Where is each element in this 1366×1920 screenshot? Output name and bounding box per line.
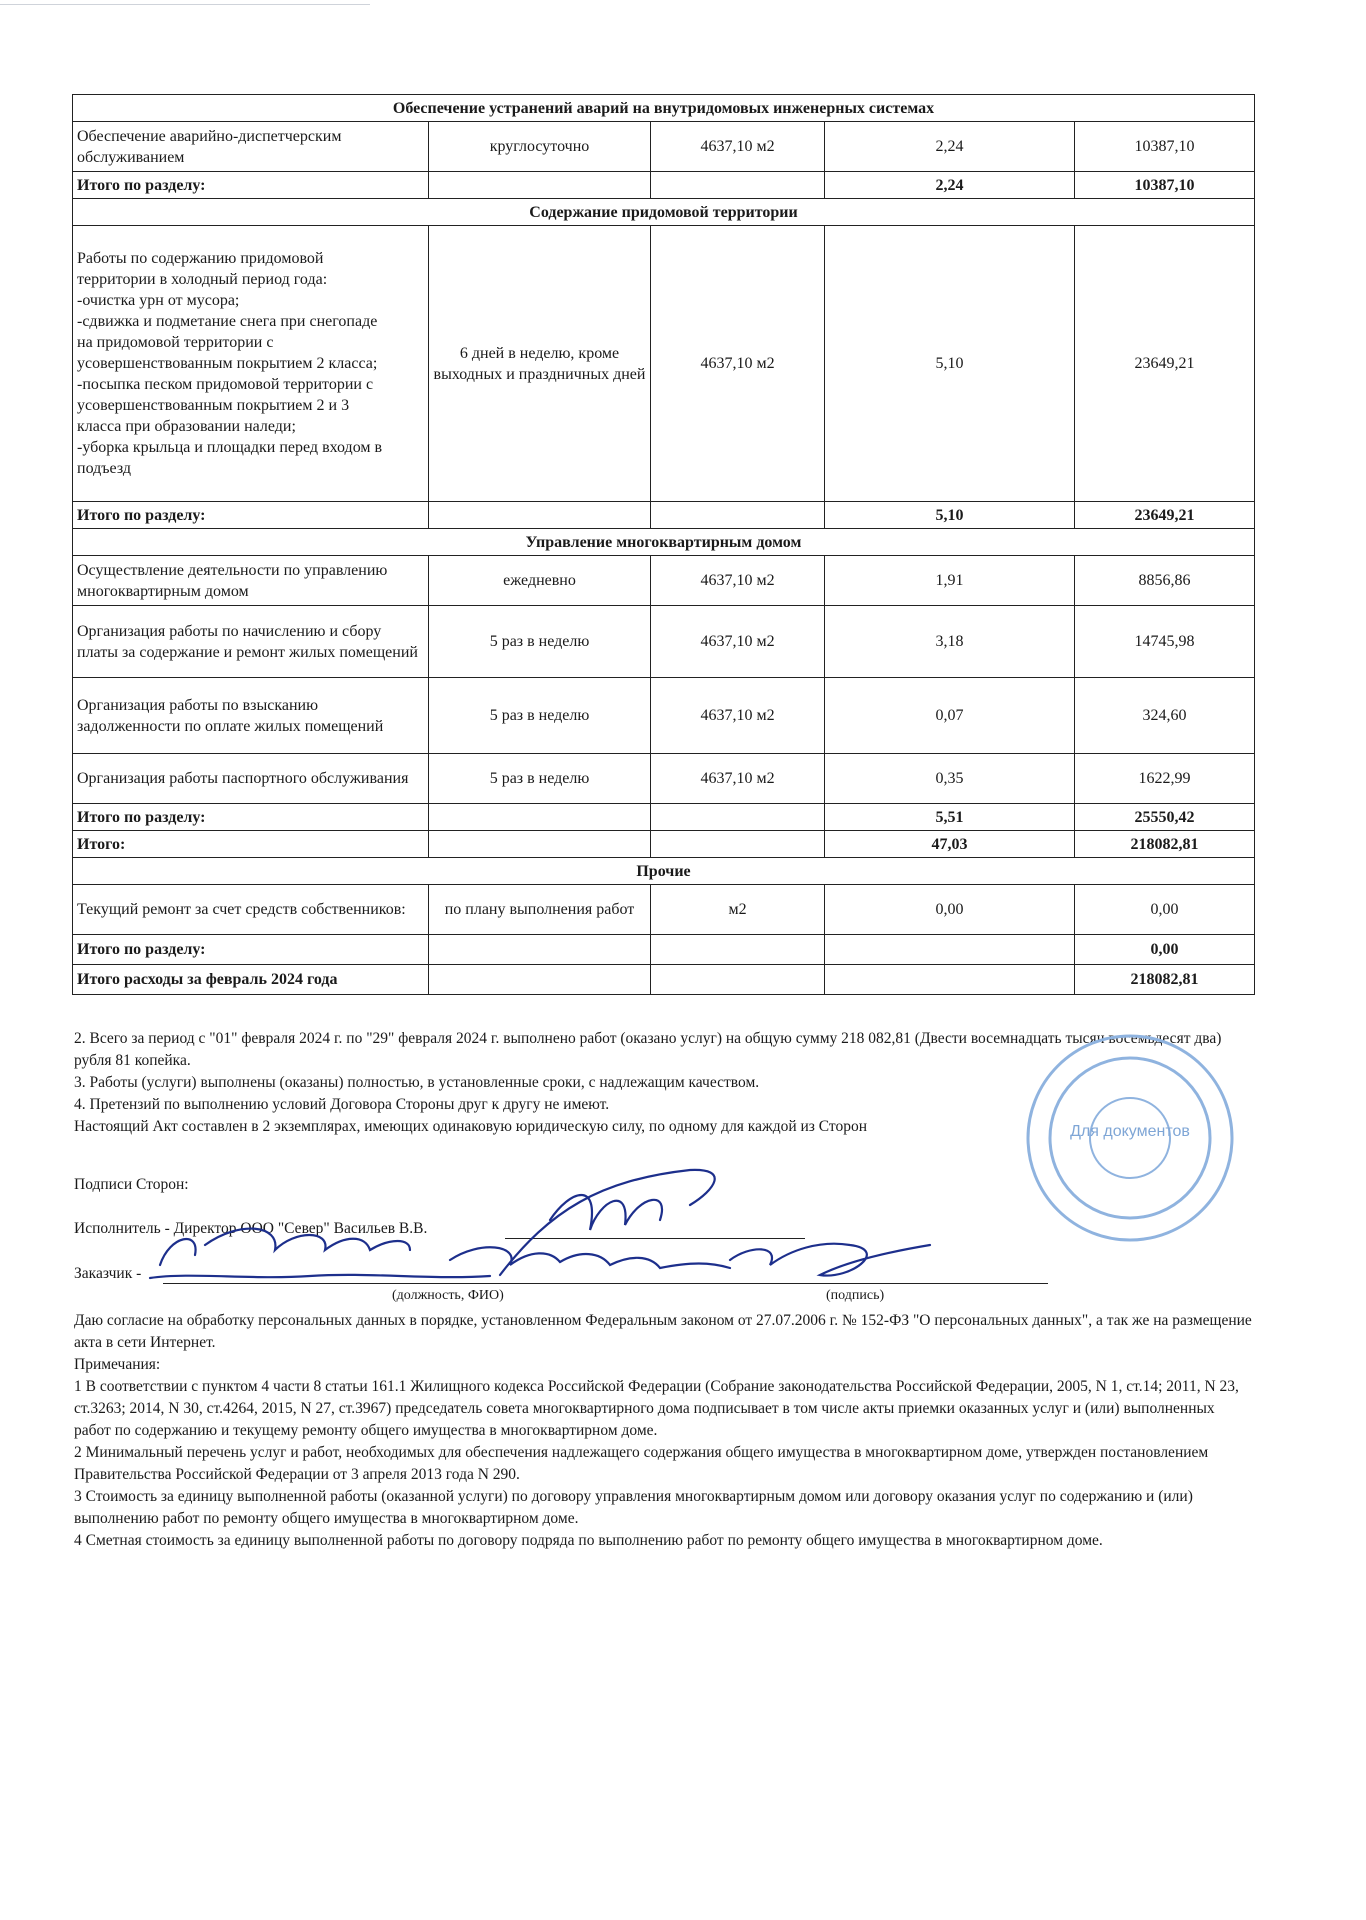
service-rate: 3,18: [825, 606, 1075, 678]
notes-header: Примечания:: [74, 1356, 161, 1373]
service-name: Организация работы по взысканию задолженности по оплате жилых помещений: [73, 678, 429, 754]
total-label: Итого по разделу:: [73, 935, 429, 965]
section-total-row: [73, 172, 1255, 199]
section-title: Управление многоквартирным домом: [73, 529, 1255, 556]
table-row: [73, 885, 1255, 935]
total-sum: 25550,42: [1075, 804, 1255, 831]
service-name: [73, 226, 429, 502]
name-line: класса при образовании наледи;: [77, 418, 296, 435]
empty-cell: [651, 172, 825, 199]
service-area: м2: [651, 885, 825, 935]
position-caption: (должность, ФИО): [392, 1288, 504, 1303]
section-title: Содержание придомовой территории: [73, 199, 1255, 226]
empty-cell: [429, 965, 651, 995]
service-area: 4637,10 м2: [651, 678, 825, 754]
service-period: по плану выполнения работ: [429, 885, 651, 935]
total-rate: 2,24: [825, 172, 1075, 199]
service-sum: 23649,21: [1075, 226, 1255, 502]
table-row: [73, 122, 1255, 172]
empty-cell: [651, 502, 825, 529]
total-sum: 0,00: [1075, 935, 1255, 965]
table-row: [73, 226, 1255, 502]
paragraph-claims: 4. Претензий по выполнению условий Договора Стороны друг к другу не имеют.: [74, 1096, 610, 1113]
month-total-row: [73, 965, 1255, 995]
section-header: [73, 529, 1255, 556]
service-rate: 5,10: [825, 226, 1075, 502]
section-header: [73, 95, 1255, 122]
handwritten-signatures-graphic: [130, 1150, 1030, 1300]
note-2: 2 Минимальный перечень услуг и работ, необходимых для обеспечения надлежащего содержания общего имущества в многоквартирном доме, утвержден постановлением Правительства Российской Федерации от 3 апреля 2013 года N 290.: [74, 1444, 1209, 1483]
empty-cell: [429, 172, 651, 199]
empty-cell: [429, 935, 651, 965]
service-name: Организация работы паспортного обслуживания: [73, 754, 429, 804]
total-sum: 10387,10: [1075, 172, 1255, 199]
service-sum: 324,60: [1075, 678, 1255, 754]
name-line: усовершенствованным покрытием 2 и 3: [77, 397, 350, 414]
service-rate: 0,07: [825, 678, 1075, 754]
paragraph-copies: Настоящий Акт составлен в 2 экземплярах, имеющих одинаковую юридическую силу, по одному для каждой из Сторон: [74, 1118, 868, 1135]
consent-block: [74, 1310, 1254, 1552]
total-rate: 5,51: [825, 804, 1075, 831]
service-period: 5 раз в неделю: [429, 754, 651, 804]
section-total-row: [73, 502, 1255, 529]
scan-edge-line: [0, 4, 370, 5]
service-area: 4637,10 м2: [651, 122, 825, 172]
service-sum: 8856,86: [1075, 556, 1255, 606]
consent-text: Даю согласие на обработку персональных данных в порядке, установленном Федеральным законом от 27.07.2006 г. № 152-ФЗ "О персональных данных", а так же на размещение акта в сети Интернет.: [74, 1312, 1252, 1351]
grand-total-rate: 47,03: [825, 831, 1075, 858]
note-4: 4 Сметная стоимость за единицу выполненной работы по договору подряда по выполнению работ по ремонту общего имущества в многоквартирном доме.: [74, 1532, 1103, 1549]
section-header: [73, 858, 1255, 885]
section-total-row: [73, 935, 1255, 965]
service-area: 4637,10 м2: [651, 226, 825, 502]
service-name: Осуществление деятельности по управлению многоквартирным домом: [73, 556, 429, 606]
empty-cell: [825, 935, 1075, 965]
note-3: 3 Стоимость за единицу выполненной работы (оказанной услуги) по договору управления многоквартирным домом или договору оказания услуг по содержанию и (или) выполнению работ по ремонту общего имущества в многоквартирном доме.: [74, 1488, 1193, 1527]
service-period: ежедневно: [429, 556, 651, 606]
paragraph-quality: 3. Работы (услуги) выполнены (оказаны) полностью, в установленные сроки, с надлежащим качеством.: [74, 1074, 760, 1091]
signatures-header: Подписи Сторон:: [74, 1176, 189, 1193]
executor-line: Исполнитель - Директор ООО "Север" Васильев В.В.: [74, 1220, 428, 1237]
name-line: -уборка крыльца и площадки перед входом в: [77, 439, 383, 456]
section-header: [73, 199, 1255, 226]
total-sum: 23649,21: [1075, 502, 1255, 529]
section-title: Обеспечение устранений аварий на внутридомовых инженерных системах: [73, 95, 1255, 122]
empty-cell: [651, 804, 825, 831]
service-rate: 1,91: [825, 556, 1075, 606]
service-name: Обеспечение аварийно-диспетчерским обслуживанием: [73, 122, 429, 172]
service-rate: 0,00: [825, 885, 1075, 935]
section-total-row: [73, 804, 1255, 831]
name-line: на придомовой территории с: [77, 334, 274, 351]
service-sum: 14745,98: [1075, 606, 1255, 678]
service-area: 4637,10 м2: [651, 606, 825, 678]
name-line: -сдвижка и подметание снега при снегопаде: [77, 313, 378, 330]
services-table: [72, 94, 1255, 995]
service-period: 6 дней в неделю, кроме выходных и праздничных дней: [429, 226, 651, 502]
name-line: усовершенствованным покрытием 2 класса;: [77, 355, 378, 372]
service-area: 4637,10 м2: [651, 556, 825, 606]
empty-cell: [825, 965, 1075, 995]
paragraph-total-amount: 2. Всего за период с "01" февраля 2024 г. по "29" февраля 2024 г. выполнено работ (оказано услуг) на общую сумму 218 082,81 (Двести восемнадцать тысяч восемьдесят два) рубля 81 копейка.: [74, 1030, 1222, 1069]
service-period: 5 раз в неделю: [429, 678, 651, 754]
empty-cell: [429, 502, 651, 529]
name-line: -посыпка песком придомовой территории с: [77, 376, 374, 393]
service-rate: 2,24: [825, 122, 1075, 172]
service-sum: 0,00: [1075, 885, 1255, 935]
name-line: территории в холодный период года:: [77, 271, 328, 288]
table-row: [73, 678, 1255, 754]
month-total-sum: 218082,81: [1075, 965, 1255, 995]
total-label: Итого по разделу:: [73, 804, 429, 831]
service-area: 4637,10 м2: [651, 754, 825, 804]
total-label: Итого по разделу:: [73, 502, 429, 529]
name-line: -очистка урн от мусора;: [77, 292, 240, 309]
name-line: подъезд: [77, 460, 131, 477]
service-name: Текущий ремонт за счет средств собственников:: [73, 885, 429, 935]
service-sum: 1622,99: [1075, 754, 1255, 804]
empty-cell: [429, 831, 651, 858]
name-line: Работы по содержанию придомовой: [77, 250, 324, 267]
note-1: 1 В соответствии с пунктом 4 части 8 статьи 161.1 Жилищного кодекса Российской Федерации (Собрание законодательства Российской Федерации, 2005, N 1, ст.14; 2011, N 23, ст.3263; 2014, N 30, ст.4264, 2015, N 27, ст.3967) председатель совета многоквартирного дома подписывает в том числе акты приемки оказанных услуг и (или) выполненных работ по содержанию и текущему ремонту общего имущества в многоквартирном доме.: [74, 1378, 1239, 1439]
month-total-label: Итого расходы за февраль 2024 года: [73, 965, 429, 995]
empty-cell: [651, 831, 825, 858]
empty-cell: [429, 804, 651, 831]
service-rate: 0,35: [825, 754, 1075, 804]
service-period: круглосуточно: [429, 122, 651, 172]
table-row: [73, 556, 1255, 606]
signature-caption: (подпись): [826, 1288, 885, 1303]
empty-cell: [651, 965, 825, 995]
customer-label: Заказчик -: [74, 1265, 142, 1282]
stamp-text: Для документов: [1070, 1123, 1190, 1140]
total-label: Итого по разделу:: [73, 172, 429, 199]
grand-total-row: [73, 831, 1255, 858]
company-stamp: [1020, 1028, 1240, 1248]
grand-total-sum: 218082,81: [1075, 831, 1255, 858]
table-row: [73, 754, 1255, 804]
service-period: 5 раз в неделю: [429, 606, 651, 678]
service-sum: 10387,10: [1075, 122, 1255, 172]
grand-total-label: Итого:: [73, 831, 429, 858]
table-row: [73, 606, 1255, 678]
total-rate: 5,10: [825, 502, 1075, 529]
empty-cell: [651, 935, 825, 965]
service-name: Организация работы по начислению и сбору платы за содержание и ремонт жилых помещений: [73, 606, 429, 678]
section-title: Прочие: [73, 858, 1255, 885]
